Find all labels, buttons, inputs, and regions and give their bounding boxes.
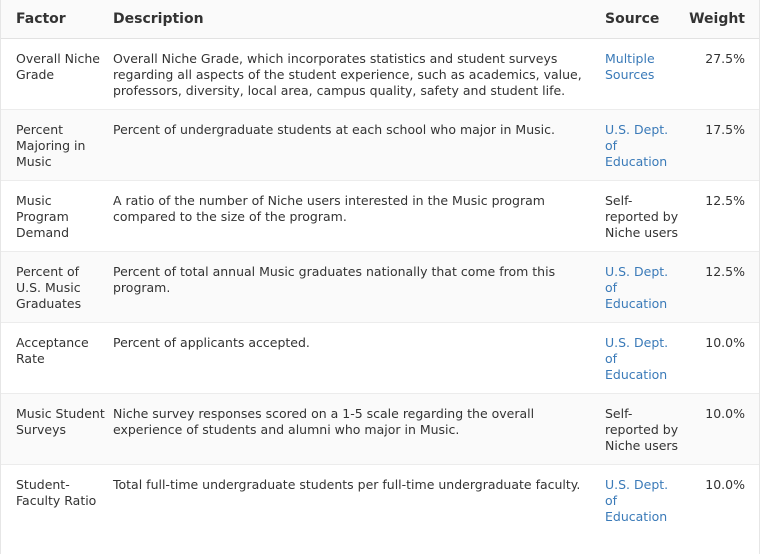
header-weight: Weight [687,0,759,39]
source-text: Self-reported by Niche users [605,193,679,240]
weight-cell: 10.0% [687,323,759,394]
table-row [1,252,759,323]
source-link[interactable]: U.S. Dept. of Education [605,335,669,382]
source-cell [605,323,687,394]
factor-cell: Music Program Demand [1,181,113,252]
source-link[interactable]: U.S. Dept. of Education [605,122,669,169]
description-cell: Percent of total annual Music graduates nationally that come from this program. [113,252,605,323]
factor-cell: Music Student Surveys [1,394,113,465]
table-row [1,394,759,465]
source-cell [605,252,687,323]
source-cell [605,465,687,536]
description-cell: Total full-time undergraduate students per full-time undergraduate faculty. [113,477,581,492]
table-row [1,110,759,181]
header-row [1,0,759,39]
weight-cell: 10.0% [687,394,759,465]
description-cell: Percent of applicants accepted. [113,323,605,394]
table-header [1,0,759,39]
weight-cell: 12.5% [687,181,759,252]
description-cell: Overall Niche Grade, which incorporates statistics and student surveys regarding all aspects of the student experience, such as academics, value, professors, diversity, local area, campus quality, safety and student life. [113,39,605,110]
header-factor: Factor [1,0,113,39]
weight-cell: 17.5% [687,110,759,181]
source-cell [605,181,687,252]
source-text: Self-reported by Niche users [605,406,679,453]
table-body [1,39,759,536]
source-link[interactable]: U.S. Dept. of Education [605,264,669,311]
factor-cell: Percent of U.S. Music Graduates [1,252,113,323]
header-source: Source [605,0,687,39]
factor-cell: Student-Faculty Ratio [16,477,97,508]
table-row [1,39,759,110]
description-cell: Percent of undergraduate students at each school who major in Music. [113,110,605,181]
source-cell [605,394,687,465]
table-row [1,181,759,252]
header-description: Description [113,0,605,39]
description-cell: Niche survey responses scored on a 1-5 scale regarding the overall experience of students and alumni who major in Music. [113,394,605,465]
factor-cell: Overall Niche Grade [1,39,113,110]
weight-cell: 10.0% [705,477,745,492]
table-row [1,323,759,394]
source-cell [605,110,687,181]
description-cell: A ratio of the number of Niche users interested in the Music program compared to the size of the program. [113,181,605,252]
factor-cell: Acceptance Rate [1,323,113,394]
ranking-factors-table [1,0,759,535]
weight-cell: 27.5% [687,39,759,110]
source-link[interactable]: Multiple Sources [605,51,655,82]
table-row [1,465,759,536]
factor-cell: Percent Majoring in Music [1,110,113,181]
weight-cell: 12.5% [687,252,759,323]
source-cell [605,39,687,110]
source-link[interactable]: U.S. Dept. of Education [605,477,669,524]
